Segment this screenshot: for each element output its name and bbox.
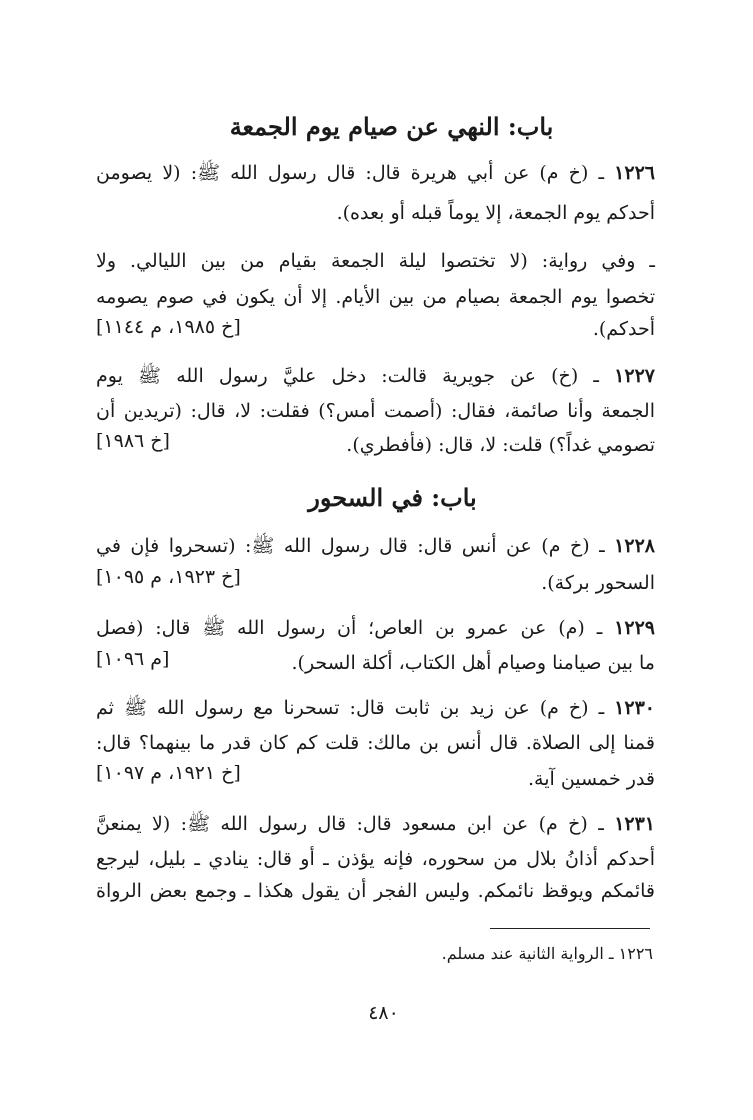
hadith-1226-line1 <box>96 158 655 188</box>
hadith-1226-line2: أحدكم يوم الجمعة، إلا يوماً قبله أو بعده). <box>336 202 655 224</box>
hadith-1229-line2: ما بين صيامنا وصيام أهل الكتاب، أكلة السحر). <box>291 652 655 674</box>
hadith-1226-riwaya-line1: ـ وفي رواية: (لا تختصوا ليلة الجمعة بقيام من بين الليالي. ولا <box>96 250 655 272</box>
footnote-divider <box>490 928 650 929</box>
hadith-1231-line3: قائمكم ويوقظ نائمكم. وليس الفجر أن يقول هكذا ـ وجمع بعض الرواة <box>96 880 655 902</box>
hadith-text: ـ (خ م) عن ابن مسعود قال: قال رسول الله ﷺ: (لا يمنعنَّ <box>96 813 604 835</box>
chapter-heading-friday-fast: باب: النهي عن صيام يوم الجمعة <box>229 112 554 141</box>
hadith-number: ١٢٢٦ <box>614 162 655 184</box>
page-number: ٤٨٠ <box>368 1002 399 1024</box>
hadith-1229-reference: [م ١٠٩٦] <box>96 648 170 670</box>
hadith-number: ١٢٢٧ <box>614 365 655 387</box>
hadith-1230-reference: [خ ١٩٢١، م ١٠٩٧] <box>96 762 241 784</box>
hadith-1227-line1 <box>96 361 655 391</box>
hadith-1231-line2: أحدكم أذانُ بلال من سحوره، فإنه يؤذن ـ أو قال: ينادي ـ بليل، ليرجع <box>96 848 655 870</box>
hadith-1230-line2: قمنا إلى الصلاة. قال أنس بن مالك: قلت كم كان قدر ما بينهما؟ قال: <box>96 732 655 754</box>
hadith-text: ـ (خ م) عن أبي هريرة قال: قال رسول الله ﷺ: (لا يصومن <box>96 162 605 184</box>
hadith-1231-line1 <box>96 809 655 839</box>
hadith-1227-line2: الجمعة وأنا صائمة، فقال: (أصمت أمس؟) فقلت: لا، قال: (تريدين أن <box>96 400 655 422</box>
hadith-text: ـ (خ م) عن زيد بن ثابت قال: تسحرنا مع رسول الله ﷺ ثم <box>96 697 605 719</box>
hadith-number: ١٢٣١ <box>614 813 656 835</box>
hadith-1228-line2: السحور بركة). <box>541 572 655 594</box>
hadith-text: ـ (خ) عن جويرية قالت: دخل عليَّ رسول الله ﷺ يوم <box>96 365 599 387</box>
hadith-1228-line1 <box>96 531 655 561</box>
hadith-1227-line3: تصومي غداً؟) قلت: لا، قال: (فأفطري). <box>346 434 655 456</box>
chapter-heading-suhur: باب: في السحور <box>308 483 477 512</box>
hadith-1226-reference: [خ ١٩٨٥، م ١١٤٤] <box>96 316 241 338</box>
hadith-number: ١٢٢٨ <box>614 535 655 557</box>
hadith-text: ـ (خ م) عن أنس قال: قال رسول الله ﷺ: (تسحروا فإن في <box>96 535 605 557</box>
hadith-1226-riwaya-line2: تخصوا يوم الجمعة بصيام من بين الأيام. إلا أن يكون في صوم يصومه <box>96 286 655 308</box>
hadith-number: ١٢٣٠ <box>614 697 655 719</box>
hadith-1229-line1 <box>96 613 655 643</box>
footnote: ١٢٢٦ ـ الرواية الثانية عند مسلم. <box>441 944 653 963</box>
hadith-text: ـ (م) عن عمرو بن العاص؛ أن رسول الله ﷺ قال: (فصل <box>96 617 603 639</box>
hadith-number: ١٢٢٩ <box>614 617 655 639</box>
hadith-1226-riwaya-line3: أحدكم). <box>592 318 655 340</box>
hadith-1227-reference: [خ ١٩٨٦] <box>96 430 170 452</box>
hadith-1230-line3: قدر خمسين آية. <box>528 768 655 790</box>
hadith-1230-line1 <box>96 693 655 723</box>
hadith-1228-reference: [خ ١٩٢٣، م ١٠٩٥] <box>96 566 241 588</box>
